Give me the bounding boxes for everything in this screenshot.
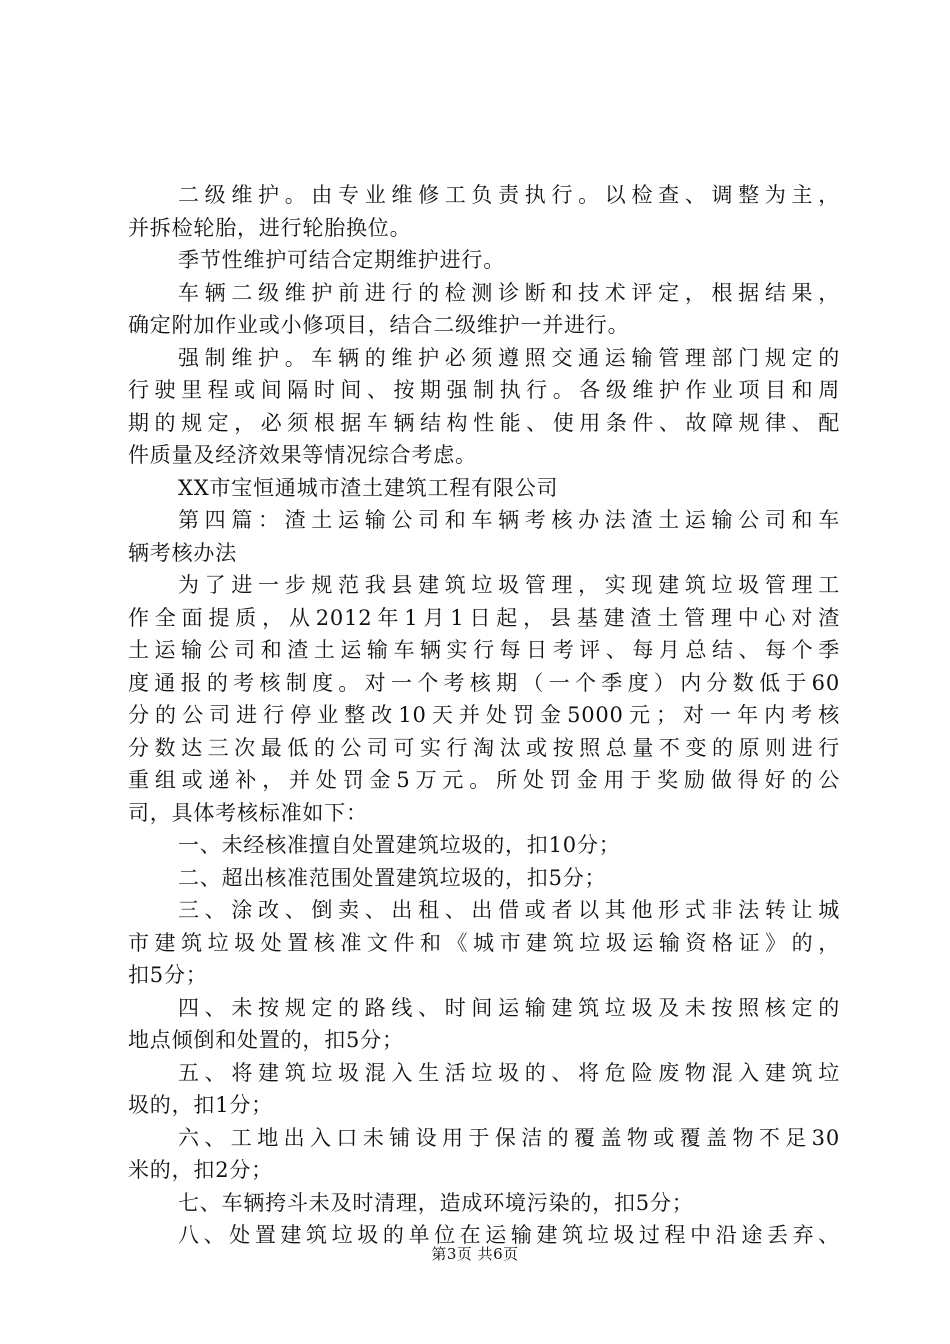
list-item-line: 六、工地出入口未铺设用于保洁的覆盖物或覆盖物不足30 xyxy=(178,1125,840,1150)
company-name-line: XX市宝恒通城市渣土建筑工程有限公司 xyxy=(178,475,559,500)
paragraph-line: 二级维护。由专业维修工负责执行。以检查、调整为主， xyxy=(178,183,840,207)
section-heading-line: 第四篇：渣土运输公司和车辆考核办法渣土运输公司和车 xyxy=(178,508,840,532)
paragraph-line: 并拆检轮胎，进行轮胎换位。 xyxy=(128,215,412,240)
list-item-line: 三、涂改、倒卖、出租、出借或者以其他形式非法转让城 xyxy=(178,898,840,922)
paragraph-line: 土运输公司和渣土运输车辆实行每日考评、每月总结、每个季 xyxy=(128,638,840,662)
list-item-line: 八、处置建筑垃圾的单位在运输建筑垃圾过程中沿途丢弃、 xyxy=(178,1223,840,1247)
paragraph-line: 分的公司进行停业整改10天并处罚金5000元；对一年内考核 xyxy=(128,703,840,727)
list-item-line: 地点倾倒和处置的，扣5分； xyxy=(128,1028,404,1052)
list-item-line: 五、将建筑垃圾混入生活垃圾的、将危险废物混入建筑垃 xyxy=(178,1060,840,1085)
document-body xyxy=(128,179,840,1252)
paragraph-line: 度通报的考核制度。对一个考核期（一个季度）内分数低于60 xyxy=(128,670,840,695)
list-item-line: 扣5分； xyxy=(128,963,208,987)
paragraph-line: 确定附加作业或小修项目，结合二级维护一并进行。 xyxy=(128,313,630,337)
paragraph-line: 季节性维护可结合定期维护进行。 xyxy=(178,248,505,272)
list-item-line: 米的，扣2分； xyxy=(128,1158,273,1182)
paragraph-line: 强制维护。车辆的维护必须遵照交通运输管理部门规定的 xyxy=(178,345,840,370)
paragraph-line: 重组或递补，并处罚金5万元。所处罚金用于奖励做得好的公 xyxy=(128,768,840,792)
list-item-line: 七、车辆挎斗未及时清理，造成环境污染的，扣5分； xyxy=(178,1190,694,1215)
list-item-line: 圾的，扣1分； xyxy=(128,1093,273,1117)
paragraph-line: 行驶里程或间隔时间、按期强制执行。各级维护作业项目和周 xyxy=(128,378,840,402)
paragraph-line: 车辆二级维护前进行的检测诊断和技术评定，根据结果， xyxy=(178,280,840,305)
list-item-line: 二、超出核准范围处置建筑垃圾的，扣5分； xyxy=(178,865,607,890)
section-heading-line: 辆考核办法 xyxy=(128,540,237,565)
paragraph-line: 司，具体考核标准如下： xyxy=(128,800,368,825)
paragraph-line: 期的规定，必须根据车辆结构性能、使用条件、故障规律、配 xyxy=(128,410,840,435)
list-item-line: 市建筑垃圾处置核准文件和《城市建筑垃圾运输资格证》的， xyxy=(128,930,840,955)
paragraph-line: 件质量及经济效果等情况综合考虑。 xyxy=(128,443,477,467)
paragraph-line: 为了进一步规范我县建筑垃圾管理，实现建筑垃圾管理工 xyxy=(178,573,840,597)
list-item-line: 四、未按规定的路线、时间运输建筑垃圾及未按照核定的 xyxy=(178,995,840,1020)
page-number-footer: 第3页 共6页 xyxy=(431,1245,519,1263)
paragraph-line: 作全面提质，从2012年1月1日起，县基建渣土管理中心对渣 xyxy=(128,605,840,630)
paragraph-line: 分数达三次最低的公司可实行淘汰或按照总量不变的原则进行 xyxy=(128,735,840,760)
list-item-line: 一、未经核准擅自处置建筑垃圾的，扣10分； xyxy=(178,833,621,857)
